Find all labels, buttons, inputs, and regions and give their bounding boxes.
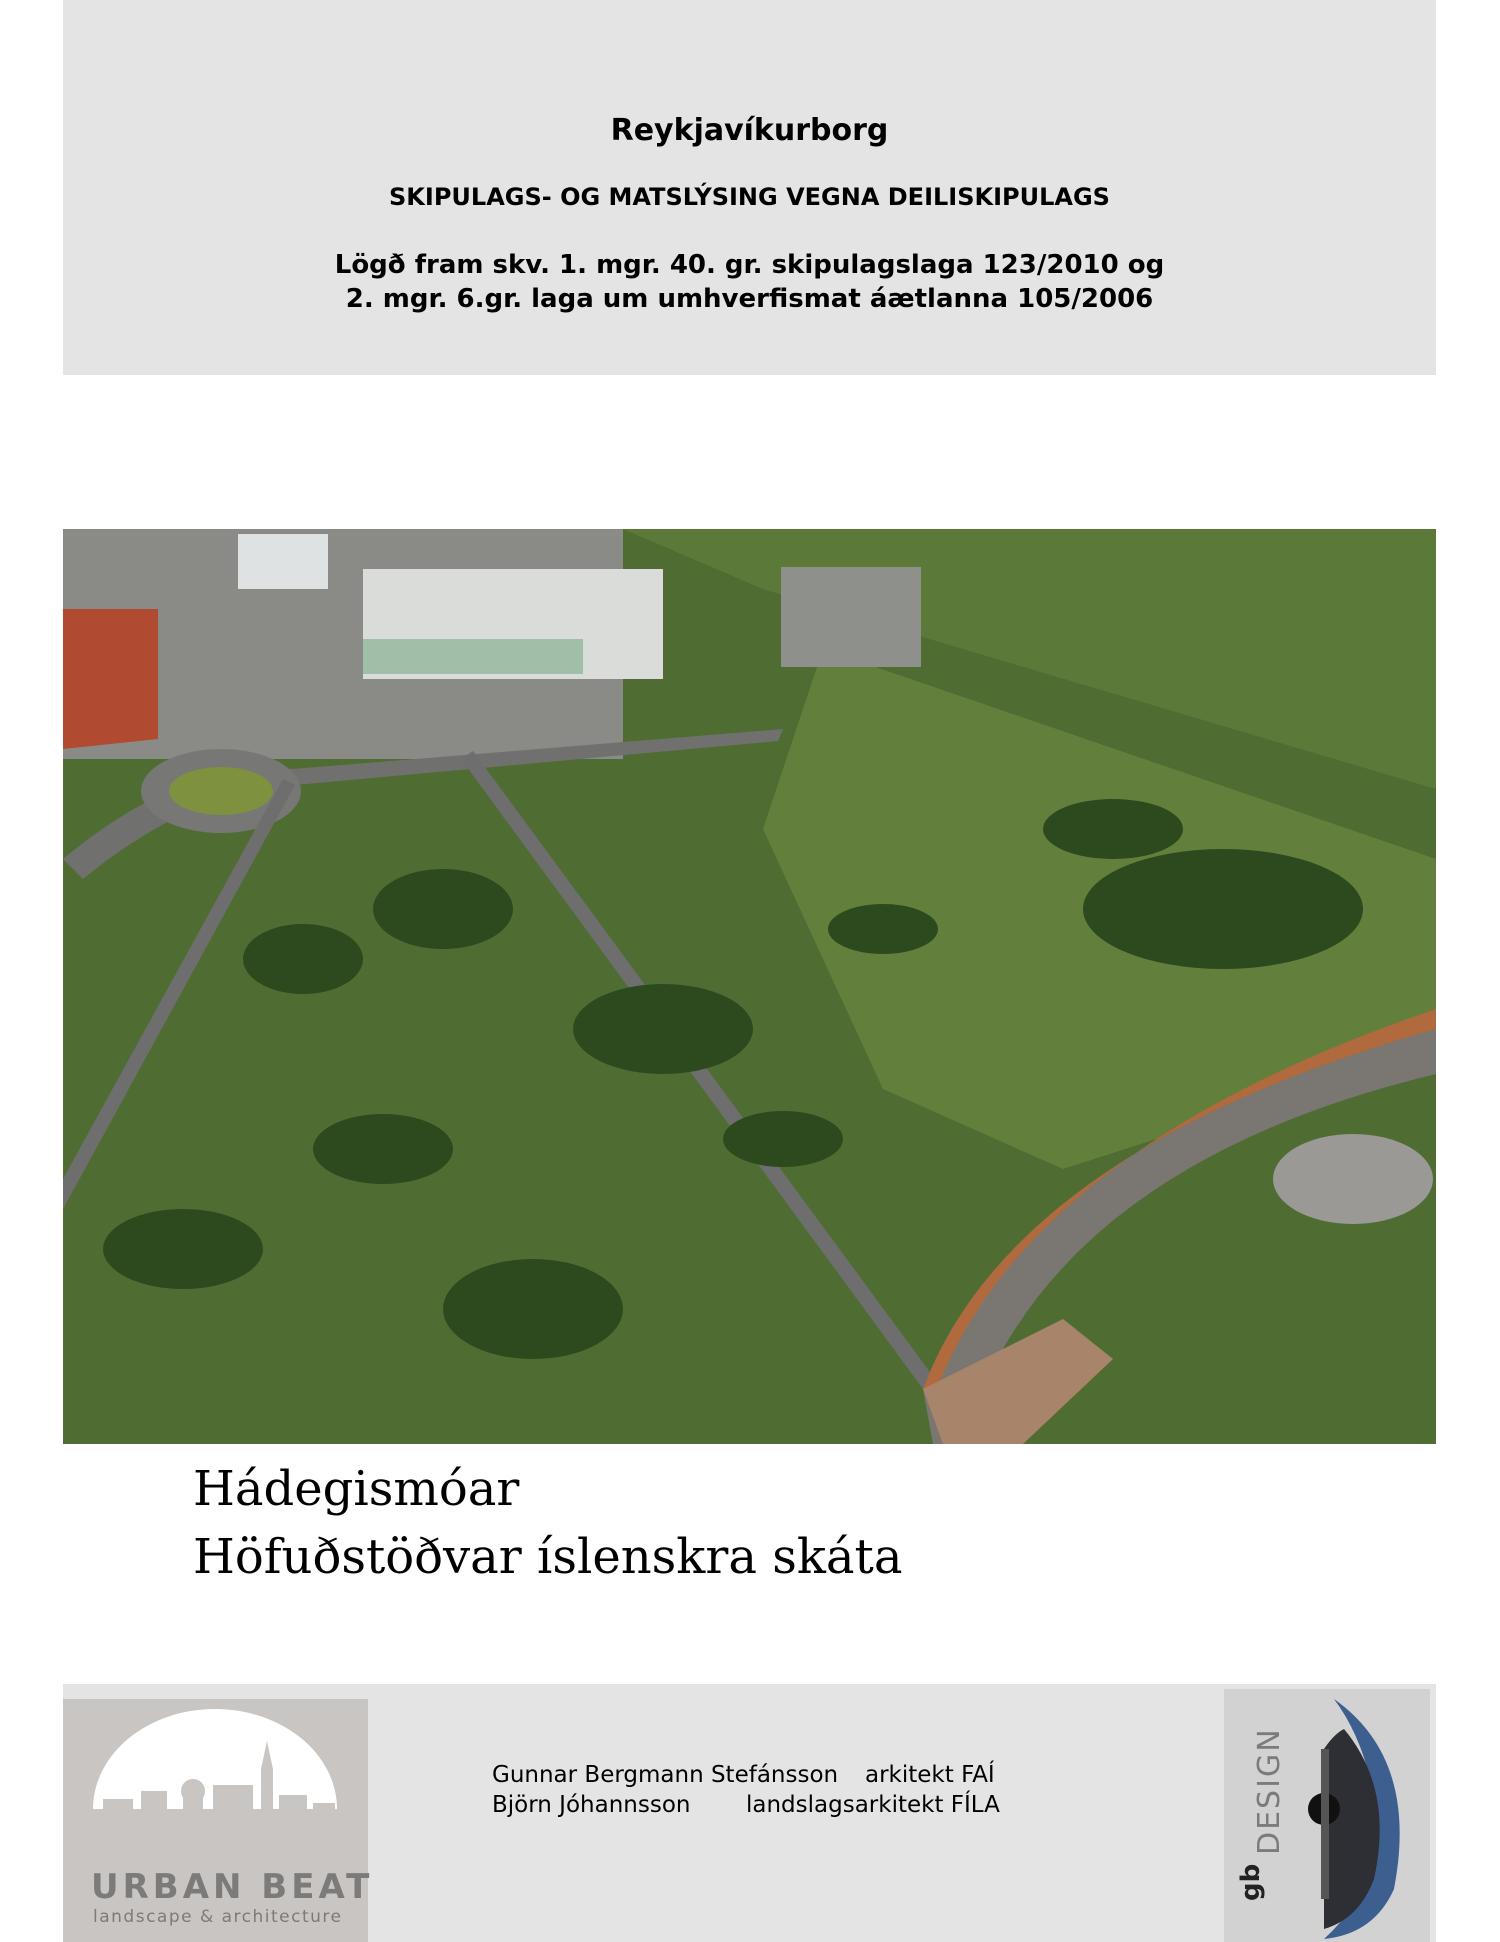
- grey-warehouse: [781, 567, 921, 667]
- header-band: [63, 0, 1436, 375]
- credit-row: [492, 1790, 1000, 1820]
- legal-basis-line-1: Lögð fram skv. 1. mgr. 40. gr. skipulagslaga 123/2010 og: [334, 250, 1165, 280]
- gb-initials: gb: [1236, 1863, 1266, 1901]
- red-roof-building: [63, 609, 158, 749]
- credit-name: Gunnar Bergmann Stefánsson: [492, 1762, 839, 1788]
- small-building: [238, 534, 328, 589]
- credit-title: arkitekt FAÍ: [865, 1762, 995, 1788]
- gb-design-logo: [1224, 1689, 1430, 1942]
- urban-beat-tagline: landscape & architecture: [93, 1907, 343, 1927]
- title-block: [193, 1455, 902, 1591]
- gravel-patch: [1273, 1134, 1433, 1224]
- roundabout-center: [169, 767, 273, 815]
- title-line-2: Höfuðstöðvar íslenskra skáta: [193, 1529, 903, 1585]
- green-facade: [363, 639, 583, 674]
- organization-name: Reykjavíkurborg: [610, 113, 889, 148]
- aerial-photo: [63, 529, 1436, 1444]
- title-line-1: Hádegismóar: [193, 1461, 520, 1517]
- credit-name: Björn Jóhannsson: [492, 1792, 691, 1818]
- credit-row: [492, 1760, 1000, 1790]
- urban-beat-name: URBAN BEAT: [91, 1867, 374, 1907]
- aerial-photo-illustration: [63, 529, 1436, 1444]
- footer-band: [63, 1684, 1436, 1942]
- credits: [492, 1760, 1000, 1820]
- document-type: SKIPULAGS- OG MATSLÝSING VEGNA DEILISKIPULAGS: [389, 183, 1110, 211]
- urban-beat-logo: [63, 1699, 374, 1942]
- design-wordmark: DESIGN: [1252, 1727, 1287, 1855]
- credit-title: landslagsarkitekt FÍLA: [746, 1792, 1000, 1818]
- legal-basis-line-2: 2. mgr. 6.gr. laga um umhverfismat áætlanna 105/2006: [345, 284, 1154, 314]
